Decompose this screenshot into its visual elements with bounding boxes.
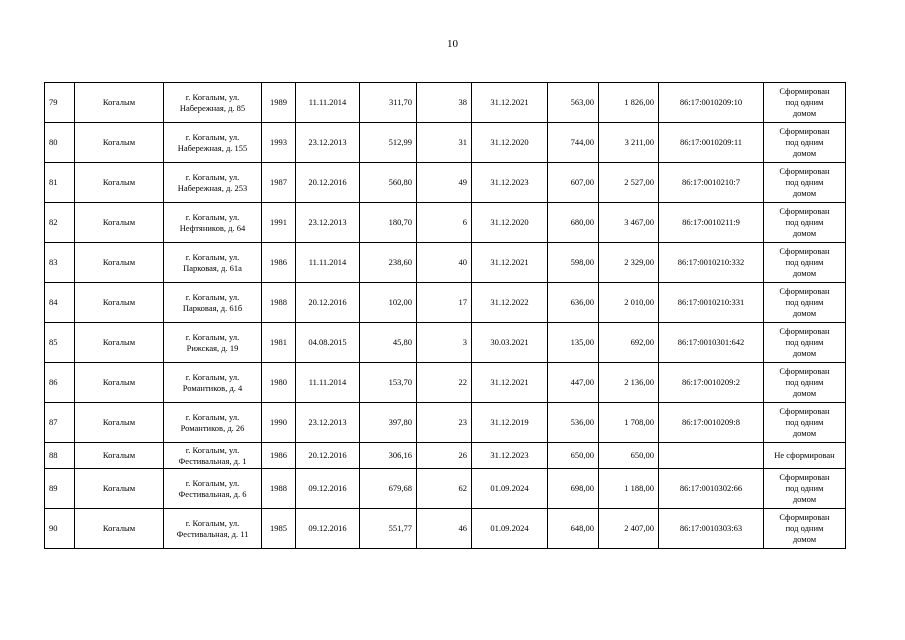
date-cell: 23.12.2013 <box>296 403 360 443</box>
area-cell: 180,70 <box>360 203 417 243</box>
table-row <box>45 203 846 243</box>
address-line: г. Когалым, ул. <box>185 91 240 102</box>
table-body <box>45 83 846 549</box>
city-cell: Когалым <box>75 283 164 323</box>
table-row <box>45 283 846 323</box>
area-cell: 679,68 <box>360 469 417 509</box>
status-line: под одним <box>785 297 824 307</box>
address-cell <box>164 163 262 203</box>
price-cell: 536,00 <box>548 403 599 443</box>
status-cell <box>764 123 846 163</box>
row-number: 87 <box>45 403 75 443</box>
status-line: Сформирован <box>779 472 830 482</box>
table-row <box>45 323 846 363</box>
total-cell: 2 329,00 <box>599 243 659 283</box>
city-cell: Когалым <box>75 243 164 283</box>
status-line: под одним <box>785 257 824 267</box>
price-cell: 447,00 <box>548 363 599 403</box>
status-line: Сформирован <box>779 126 830 136</box>
cadastral-number-cell <box>659 443 764 469</box>
total-cell: 2 407,00 <box>599 509 659 549</box>
address-line: г. Когалым, ул. <box>185 171 240 182</box>
date-cell: 20.12.2016 <box>296 283 360 323</box>
status-line: под одним <box>785 337 824 347</box>
date-cell: 11.11.2014 <box>296 363 360 403</box>
status-cell <box>764 243 846 283</box>
address-line: Фестивальная, д. 1 <box>178 455 247 466</box>
table-row <box>45 469 846 509</box>
date-cell: 23.12.2013 <box>296 123 360 163</box>
address-line: г. Когалым, ул. <box>185 291 240 302</box>
area-cell: 397,80 <box>360 403 417 443</box>
total-cell: 2 527,00 <box>599 163 659 203</box>
count-cell: 49 <box>417 163 472 203</box>
status-line: домом <box>792 148 817 158</box>
status-line: домом <box>792 494 817 504</box>
city-cell: Когалым <box>75 163 164 203</box>
address-line: г. Когалым, ул. <box>185 331 240 342</box>
price-cell: 607,00 <box>548 163 599 203</box>
row-number: 89 <box>45 469 75 509</box>
count-cell: 46 <box>417 509 472 549</box>
date-cell: 23.12.2013 <box>296 203 360 243</box>
status-line: под одним <box>785 523 824 533</box>
city-cell: Когалым <box>75 323 164 363</box>
status-line: под одним <box>785 217 824 227</box>
date-cell: 11.11.2014 <box>296 243 360 283</box>
area-cell: 512,99 <box>360 123 417 163</box>
address-line: Набережная, д. 253 <box>177 182 248 193</box>
build-year-cell: 1981 <box>262 323 296 363</box>
city-cell: Когалым <box>75 123 164 163</box>
address-line: Набережная, д. 85 <box>179 102 246 113</box>
address-cell <box>164 83 262 123</box>
build-year-cell: 1985 <box>262 509 296 549</box>
end-date-cell: 31.12.2021 <box>472 83 548 123</box>
cadastral-number-cell: 86:17:0010210:331 <box>659 283 764 323</box>
address-line: Нефтяников, д. 64 <box>179 222 246 233</box>
address-cell <box>164 243 262 283</box>
count-cell: 3 <box>417 323 472 363</box>
address-line: Парковая, д. 61б <box>182 302 243 313</box>
end-date-cell: 31.12.2021 <box>472 243 548 283</box>
end-date-cell: 31.12.2020 <box>472 123 548 163</box>
city-cell: Когалым <box>75 469 164 509</box>
address-line: Рижская, д. 19 <box>186 342 239 353</box>
status-line: Сформирован <box>779 326 830 336</box>
city-cell: Когалым <box>75 203 164 243</box>
area-cell: 153,70 <box>360 363 417 403</box>
cadastral-number-cell: 86:17:0010301:642 <box>659 323 764 363</box>
price-cell: 563,00 <box>548 83 599 123</box>
status-cell <box>764 323 846 363</box>
status-line: Сформирован <box>779 166 830 176</box>
build-year-cell: 1990 <box>262 403 296 443</box>
address-line: Романтиков, д. 26 <box>180 422 245 433</box>
row-number: 85 <box>45 323 75 363</box>
status-cell <box>764 469 846 509</box>
status-line: домом <box>792 428 817 438</box>
table-row <box>45 163 846 203</box>
total-cell: 3 467,00 <box>599 203 659 243</box>
status-cell <box>764 443 846 469</box>
area-cell: 551,77 <box>360 509 417 549</box>
row-number: 88 <box>45 443 75 469</box>
price-cell: 135,00 <box>548 323 599 363</box>
price-cell: 636,00 <box>548 283 599 323</box>
status-line: под одним <box>785 97 824 107</box>
date-cell: 09.12.2016 <box>296 509 360 549</box>
status-line: домом <box>792 108 817 118</box>
status-cell <box>764 83 846 123</box>
cadastral-number-cell: 86:17:0010210:332 <box>659 243 764 283</box>
count-cell: 31 <box>417 123 472 163</box>
status-cell <box>764 283 846 323</box>
cadastral-number-cell: 86:17:0010303:63 <box>659 509 764 549</box>
address-line: Набережная, д. 155 <box>177 142 248 153</box>
build-year-cell: 1991 <box>262 203 296 243</box>
address-line: г. Когалым, ул. <box>185 477 240 488</box>
build-year-cell: 1988 <box>262 283 296 323</box>
table-row <box>45 403 846 443</box>
total-cell: 650,00 <box>599 443 659 469</box>
address-cell <box>164 323 262 363</box>
area-cell: 102,00 <box>360 283 417 323</box>
address-line: г. Когалым, ул. <box>185 444 240 455</box>
total-cell: 1 188,00 <box>599 469 659 509</box>
end-date-cell: 30.03.2021 <box>472 323 548 363</box>
status-line: под одним <box>785 483 824 493</box>
end-date-cell: 31.12.2023 <box>472 443 548 469</box>
end-date-cell: 31.12.2022 <box>472 283 548 323</box>
address-cell <box>164 469 262 509</box>
table-row <box>45 509 846 549</box>
end-date-cell: 31.12.2021 <box>472 363 548 403</box>
row-number: 80 <box>45 123 75 163</box>
status-line: домом <box>792 534 817 544</box>
build-year-cell: 1988 <box>262 469 296 509</box>
row-number: 79 <box>45 83 75 123</box>
row-number: 90 <box>45 509 75 549</box>
cadastral-number-cell: 86:17:0010211:9 <box>659 203 764 243</box>
status-cell <box>764 363 846 403</box>
status-line: домом <box>792 228 817 238</box>
count-cell: 17 <box>417 283 472 323</box>
total-cell: 1 708,00 <box>599 403 659 443</box>
cadastral-number-cell: 86:17:0010210:7 <box>659 163 764 203</box>
end-date-cell: 01.09.2024 <box>472 509 548 549</box>
address-cell <box>164 443 262 469</box>
city-cell: Когалым <box>75 403 164 443</box>
table-row <box>45 123 846 163</box>
address-line: г. Когалым, ул. <box>185 251 240 262</box>
address-line: Фестивальная, д. 11 <box>176 528 249 539</box>
address-line: Парковая, д. 61а <box>183 262 242 273</box>
row-number: 81 <box>45 163 75 203</box>
address-cell <box>164 363 262 403</box>
date-cell: 20.12.2016 <box>296 163 360 203</box>
address-cell <box>164 509 262 549</box>
end-date-cell: 01.09.2024 <box>472 469 548 509</box>
status-line: Сформирован <box>779 366 830 376</box>
area-cell: 238,60 <box>360 243 417 283</box>
address-cell <box>164 283 262 323</box>
cadastral-number-cell: 86:17:0010302:66 <box>659 469 764 509</box>
status-line: под одним <box>785 177 824 187</box>
address-line: г. Когалым, ул. <box>185 411 240 422</box>
row-number: 82 <box>45 203 75 243</box>
city-cell: Когалым <box>75 83 164 123</box>
price-cell: 598,00 <box>548 243 599 283</box>
price-cell: 744,00 <box>548 123 599 163</box>
area-cell: 560,80 <box>360 163 417 203</box>
table-row <box>45 83 846 123</box>
count-cell: 23 <box>417 403 472 443</box>
page-number: 10 <box>447 38 458 50</box>
total-cell: 3 211,00 <box>599 123 659 163</box>
build-year-cell: 1989 <box>262 83 296 123</box>
status-line: Сформирован <box>779 406 830 416</box>
build-year-cell: 1993 <box>262 123 296 163</box>
price-cell: 650,00 <box>548 443 599 469</box>
count-cell: 40 <box>417 243 472 283</box>
status-line: домом <box>792 308 817 318</box>
address-line: г. Когалым, ул. <box>185 131 240 142</box>
row-number: 86 <box>45 363 75 403</box>
build-year-cell: 1986 <box>262 443 296 469</box>
status-line: под одним <box>785 417 824 427</box>
cadastral-number-cell: 86:17:0010209:10 <box>659 83 764 123</box>
row-number: 84 <box>45 283 75 323</box>
address-line: г. Когалым, ул. <box>185 371 240 382</box>
status-line: под одним <box>785 137 824 147</box>
total-cell: 1 826,00 <box>599 83 659 123</box>
address-line: г. Когалым, ул. <box>185 517 240 528</box>
price-cell: 680,00 <box>548 203 599 243</box>
status-line: домом <box>792 268 817 278</box>
status-line: Не сформирован <box>774 450 835 460</box>
total-cell: 2 136,00 <box>599 363 659 403</box>
city-cell: Когалым <box>75 509 164 549</box>
count-cell: 26 <box>417 443 472 469</box>
end-date-cell: 31.12.2019 <box>472 403 548 443</box>
area-cell: 311,70 <box>360 83 417 123</box>
total-cell: 2 010,00 <box>599 283 659 323</box>
status-line: под одним <box>785 377 824 387</box>
address-line: Фестивальная, д. 6 <box>178 488 247 499</box>
status-line: Сформирован <box>779 286 830 296</box>
address-cell <box>164 123 262 163</box>
address-cell <box>164 403 262 443</box>
housing-registry-table <box>44 82 846 549</box>
cadastral-number-cell: 86:17:0010209:2 <box>659 363 764 403</box>
status-line: домом <box>792 348 817 358</box>
end-date-cell: 31.12.2023 <box>472 163 548 203</box>
address-cell <box>164 203 262 243</box>
address-line: Романтиков, д. 4 <box>182 382 243 393</box>
cadastral-number-cell: 86:17:0010209:8 <box>659 403 764 443</box>
status-line: Сформирован <box>779 512 830 522</box>
status-line: домом <box>792 388 817 398</box>
count-cell: 6 <box>417 203 472 243</box>
status-cell <box>764 163 846 203</box>
table-row <box>45 243 846 283</box>
area-cell: 45,80 <box>360 323 417 363</box>
price-cell: 698,00 <box>548 469 599 509</box>
date-cell: 20.12.2016 <box>296 443 360 469</box>
count-cell: 38 <box>417 83 472 123</box>
build-year-cell: 1986 <box>262 243 296 283</box>
status-line: домом <box>792 188 817 198</box>
build-year-cell: 1987 <box>262 163 296 203</box>
area-cell: 306,16 <box>360 443 417 469</box>
status-cell <box>764 203 846 243</box>
city-cell: Когалым <box>75 363 164 403</box>
row-number: 83 <box>45 243 75 283</box>
status-line: Сформирован <box>779 206 830 216</box>
date-cell: 11.11.2014 <box>296 83 360 123</box>
price-cell: 648,00 <box>548 509 599 549</box>
date-cell: 09.12.2016 <box>296 469 360 509</box>
city-cell: Когалым <box>75 443 164 469</box>
status-cell <box>764 509 846 549</box>
total-cell: 692,00 <box>599 323 659 363</box>
date-cell: 04.08.2015 <box>296 323 360 363</box>
count-cell: 22 <box>417 363 472 403</box>
build-year-cell: 1980 <box>262 363 296 403</box>
cadastral-number-cell: 86:17:0010209:11 <box>659 123 764 163</box>
status-line: Сформирован <box>779 86 830 96</box>
status-cell <box>764 403 846 443</box>
status-line: Сформирован <box>779 246 830 256</box>
table-row <box>45 363 846 403</box>
end-date-cell: 31.12.2020 <box>472 203 548 243</box>
count-cell: 62 <box>417 469 472 509</box>
address-line: г. Когалым, ул. <box>185 211 240 222</box>
table-row <box>45 443 846 469</box>
